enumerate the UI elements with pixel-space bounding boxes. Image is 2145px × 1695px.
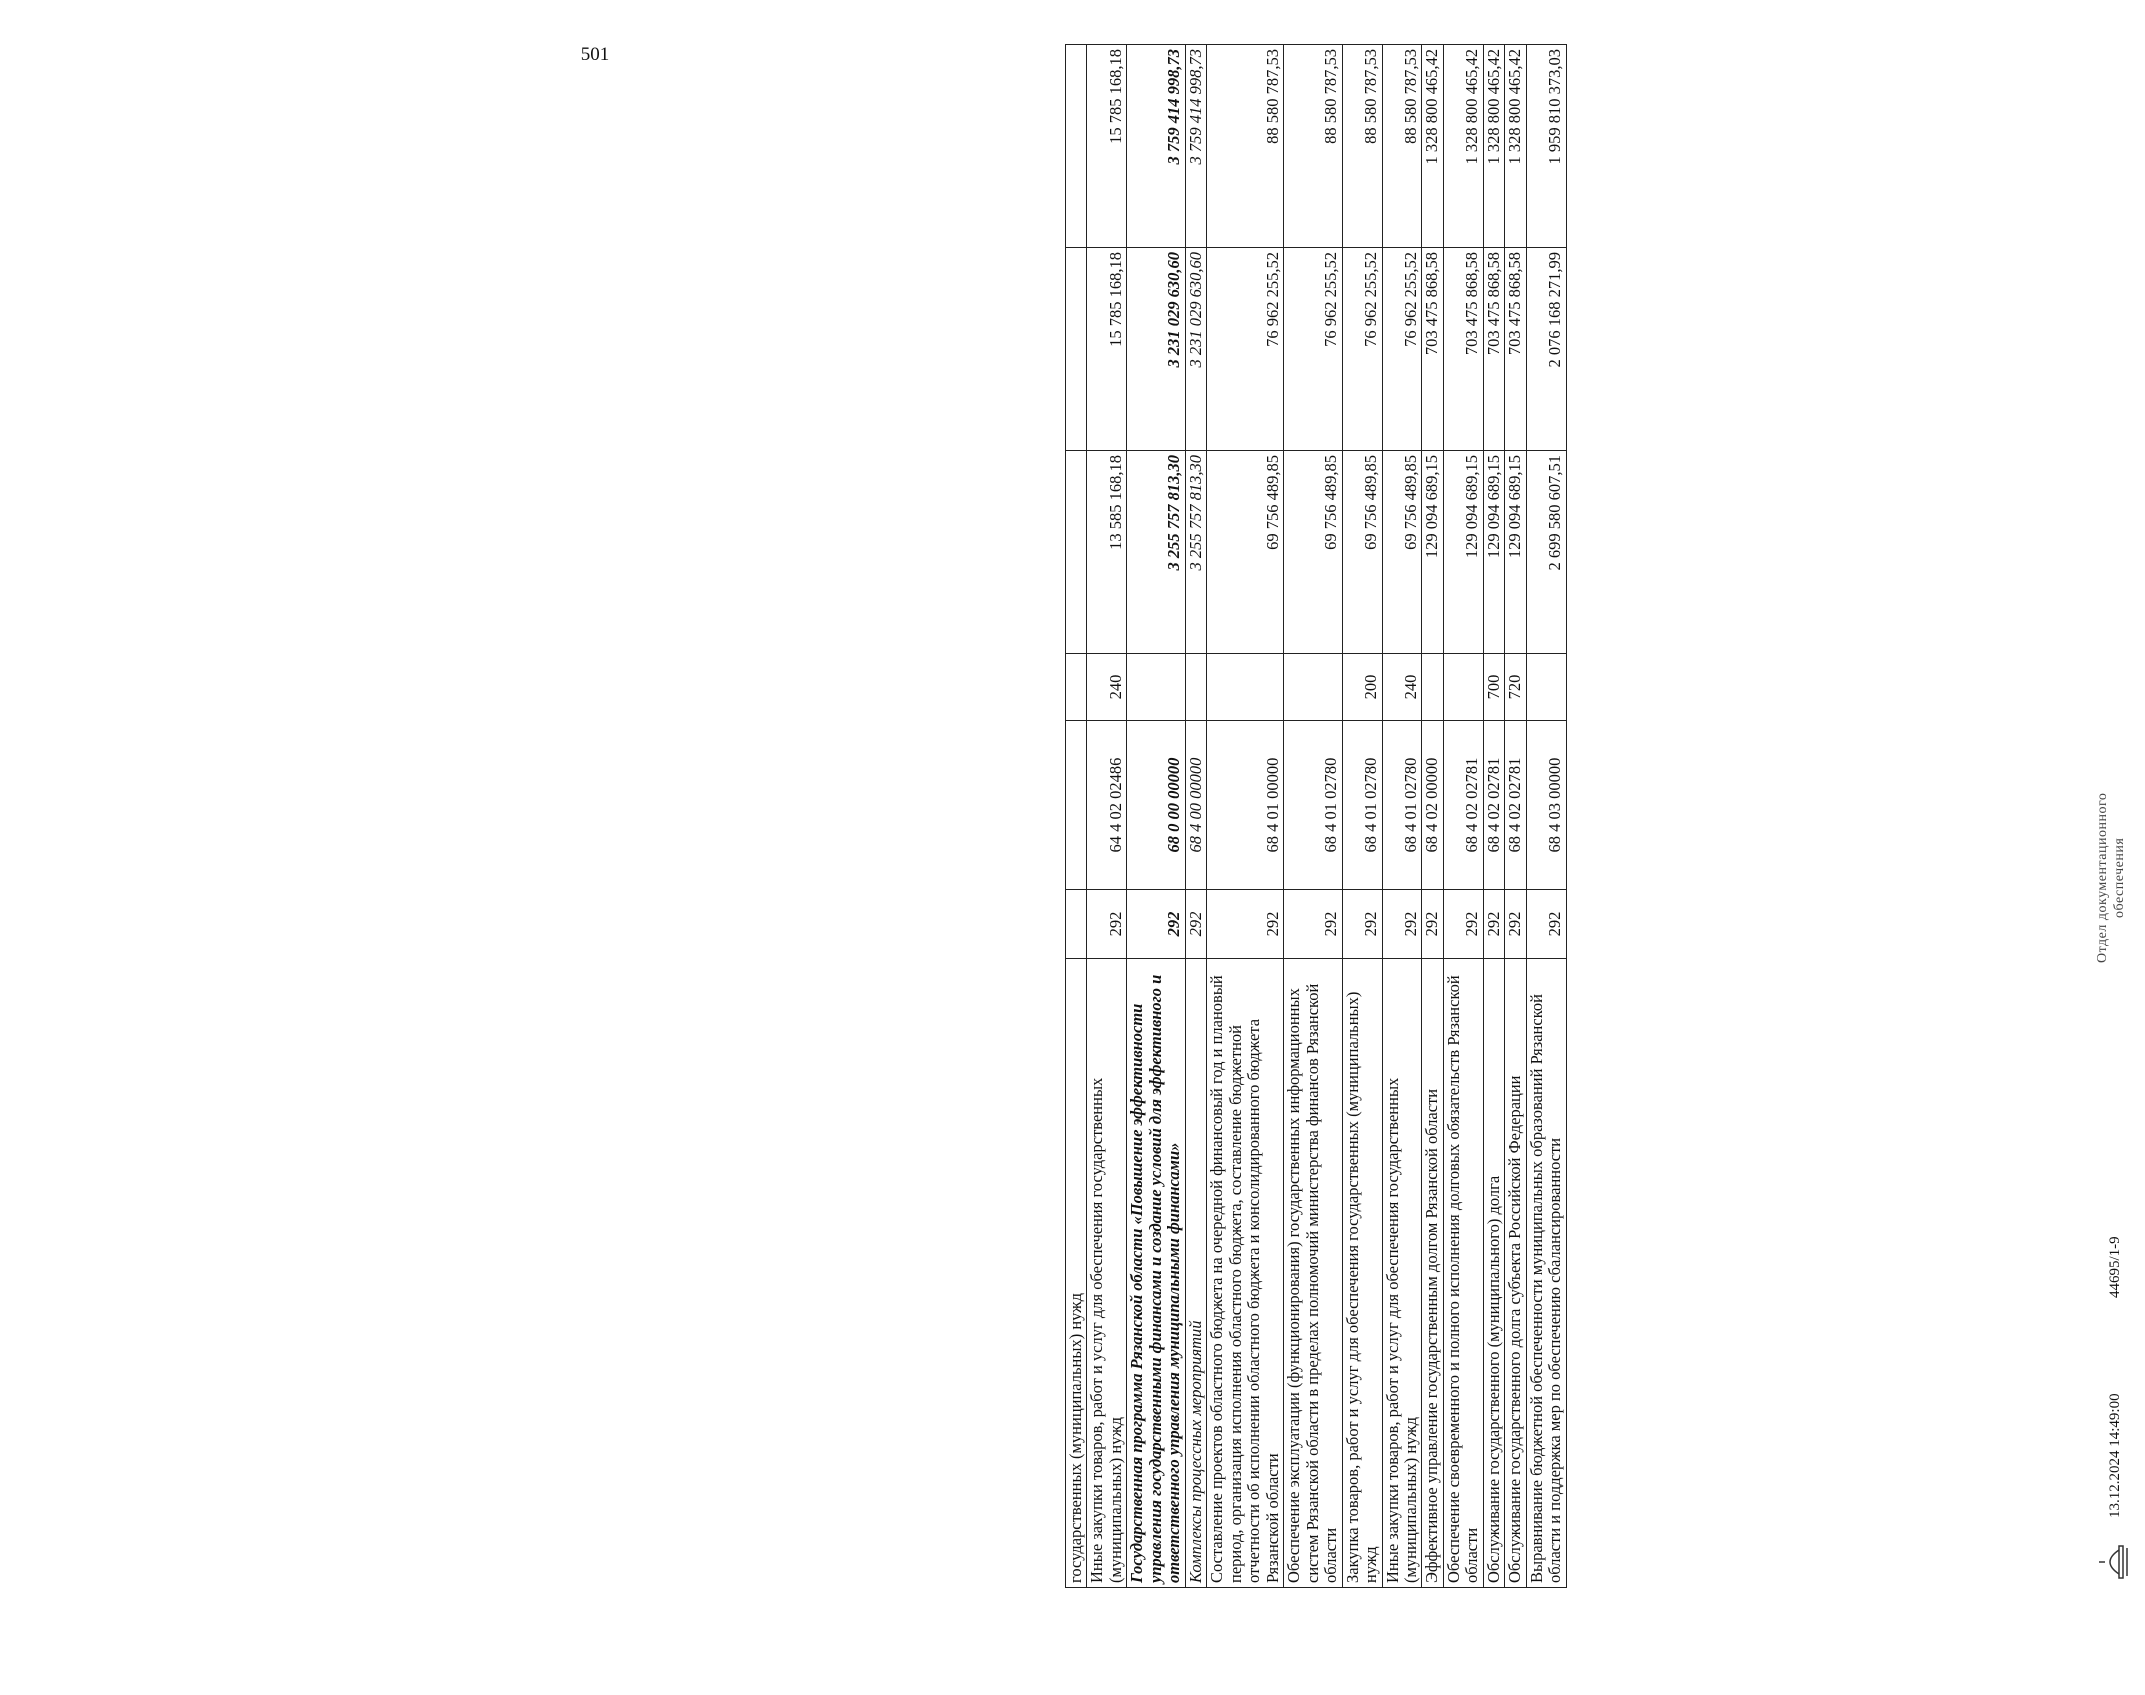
row-name: Эффективное управление государственным долгом Рязанской области bbox=[1422, 959, 1443, 1588]
row-value-1: 3 255 757 813,30 bbox=[1127, 451, 1185, 654]
table-row bbox=[1087, 45, 1127, 1588]
row-value-2: 76 962 255,52 bbox=[1284, 248, 1342, 451]
row-value-1: 3 255 757 813,30 bbox=[1185, 451, 1206, 654]
row-value-3: 1 328 800 465,42 bbox=[1483, 45, 1504, 248]
row-value-3: 15 785 168,18 bbox=[1087, 45, 1127, 248]
row-vr bbox=[1422, 654, 1443, 721]
row-value-1: 129 094 689,15 bbox=[1422, 451, 1443, 654]
table-row bbox=[1207, 45, 1284, 1588]
row-ved bbox=[1066, 890, 1087, 959]
row-vr bbox=[1284, 654, 1342, 721]
row-name: Обеспечение своевременного и полного исполнения долговых обязательств Рязанской области bbox=[1443, 959, 1483, 1588]
row-vr: 200 bbox=[1342, 654, 1382, 721]
row-csr: 68 4 02 02781 bbox=[1505, 721, 1526, 890]
row-value-3: 3 759 414 998,73 bbox=[1185, 45, 1206, 248]
row-value-3: 88 580 787,53 bbox=[1382, 45, 1422, 248]
row-ved: 292 bbox=[1422, 890, 1443, 959]
row-value-1: 2 699 580 607,51 bbox=[1526, 451, 1566, 654]
row-ved: 292 bbox=[1505, 890, 1526, 959]
row-value-2: 703 475 868,58 bbox=[1443, 248, 1483, 451]
row-ved: 292 bbox=[1526, 890, 1566, 959]
row-vr: 700 bbox=[1483, 654, 1504, 721]
table-row bbox=[1382, 45, 1422, 1588]
row-value-3: 1 959 810 373,03 bbox=[1526, 45, 1566, 248]
row-value-1: 69 756 489,85 bbox=[1284, 451, 1342, 654]
table-row bbox=[1483, 45, 1504, 1588]
row-name: Обслуживание государственного (муниципального) долга bbox=[1483, 959, 1504, 1588]
row-value-2: 15 785 168,18 bbox=[1087, 248, 1127, 451]
row-name: Составление проектов областного бюджета на очередной финансовый год и плановый период, организация исполнения областного бюджета, составление бюджетной отчетности об исполнении областного бюджета и консолидированного бюджета Рязанской области bbox=[1207, 959, 1284, 1588]
row-name: Государственная программа Рязанской области «Повышение эффективности управления государственными финансами и создание условий для эффективного и ответственного управления муниципальными финансами» bbox=[1127, 959, 1185, 1588]
row-csr: 68 4 02 02781 bbox=[1443, 721, 1483, 890]
stamp-line-2: обеспечения bbox=[2111, 837, 2127, 918]
row-value-1 bbox=[1066, 451, 1087, 654]
row-name: Обеспечение эксплуатации (функционирования) государственных информационных систем Рязанской области в пределах полномочий министерства финансов Рязанской области bbox=[1284, 959, 1342, 1588]
row-vr: 720 bbox=[1505, 654, 1526, 721]
table-row bbox=[1505, 45, 1526, 1588]
row-vr bbox=[1185, 654, 1206, 721]
row-ved: 292 bbox=[1127, 890, 1185, 959]
row-csr: 68 4 02 00000 bbox=[1422, 721, 1443, 890]
row-ved: 292 bbox=[1284, 890, 1342, 959]
row-csr: 64 4 02 02486 bbox=[1087, 721, 1127, 890]
row-ved: 292 bbox=[1207, 890, 1284, 959]
row-value-1: 129 094 689,15 bbox=[1483, 451, 1504, 654]
row-value-3: 88 580 787,53 bbox=[1342, 45, 1382, 248]
row-value-3: 1 328 800 465,42 bbox=[1443, 45, 1483, 248]
row-vr bbox=[1066, 654, 1087, 721]
row-value-3 bbox=[1066, 45, 1087, 248]
row-value-3: 1 328 800 465,42 bbox=[1505, 45, 1526, 248]
rotated-sheet bbox=[1065, 49, 2145, 1588]
row-ved: 292 bbox=[1087, 890, 1127, 959]
row-value-1: 129 094 689,15 bbox=[1443, 451, 1483, 654]
row-name: Выравнивание бюджетной обеспеченности муниципальных образований Рязанской области и поддержка мер по обеспечению сбалансированности bbox=[1526, 959, 1566, 1588]
row-ved: 292 bbox=[1382, 890, 1422, 959]
row-name: Комплексы процессных мероприятий bbox=[1185, 959, 1206, 1588]
row-csr: 68 4 01 02780 bbox=[1284, 721, 1342, 890]
row-value-3: 3 759 414 998,73 bbox=[1127, 45, 1185, 248]
row-vr bbox=[1443, 654, 1483, 721]
row-csr: 68 0 00 00000 bbox=[1127, 721, 1185, 890]
row-csr: 68 4 01 00000 bbox=[1207, 721, 1284, 890]
page-footer bbox=[2075, 108, 2145, 1588]
row-value-3: 88 580 787,53 bbox=[1207, 45, 1284, 248]
row-vr bbox=[1207, 654, 1284, 721]
row-ved: 292 bbox=[1443, 890, 1483, 959]
row-name: Иные закупки товаров, работ и услуг для обеспечения государственных (муниципальных) нужд bbox=[1087, 959, 1127, 1588]
footer-date: 13.12.2024 14:49:00 bbox=[2107, 1393, 2123, 1518]
row-csr: 68 4 01 02780 bbox=[1382, 721, 1422, 890]
row-value-3: 1 328 800 465,42 bbox=[1422, 45, 1443, 248]
row-value-2: 703 475 868,58 bbox=[1483, 248, 1504, 451]
budget-table bbox=[1065, 44, 1567, 1588]
row-value-1: 69 756 489,85 bbox=[1342, 451, 1382, 654]
row-name: Закупка товаров, работ и услуг для обеспечения государственных (муниципальных) нужд bbox=[1342, 959, 1382, 1588]
stamp-line-1: Отдел документационного bbox=[2095, 792, 2110, 963]
row-value-1: 69 756 489,85 bbox=[1207, 451, 1284, 654]
row-name: Обслуживание государственного долга субъекта Российской Федерации bbox=[1505, 959, 1526, 1588]
row-csr: 68 4 03 00000 bbox=[1526, 721, 1566, 890]
table-row bbox=[1185, 45, 1206, 1588]
table-row bbox=[1342, 45, 1382, 1588]
row-ved: 292 bbox=[1185, 890, 1206, 959]
row-vr: 240 bbox=[1382, 654, 1422, 721]
table-row bbox=[1422, 45, 1443, 1588]
row-ved: 292 bbox=[1483, 890, 1504, 959]
row-value-2: 76 962 255,52 bbox=[1342, 248, 1382, 451]
row-csr: 68 4 00 00000 bbox=[1185, 721, 1206, 890]
row-value-1: 13 585 168,18 bbox=[1087, 451, 1127, 654]
row-value-2: 703 475 868,58 bbox=[1422, 248, 1443, 451]
office-stamp bbox=[2095, 793, 2129, 963]
row-value-2: 2 076 168 271,99 bbox=[1526, 248, 1566, 451]
footer-code: 44695/1-9 bbox=[2107, 1236, 2123, 1298]
row-name: Иные закупки товаров, работ и услуг для обеспечения государственных (муниципальных) нужд bbox=[1382, 959, 1422, 1588]
duma-logo-icon bbox=[2093, 1542, 2133, 1582]
row-vr: 240 bbox=[1087, 654, 1127, 721]
row-value-1: 129 094 689,15 bbox=[1505, 451, 1526, 654]
row-value-2: 76 962 255,52 bbox=[1207, 248, 1284, 451]
row-value-2: 3 231 029 630,60 bbox=[1127, 248, 1185, 451]
table-row bbox=[1284, 45, 1342, 1588]
row-name: государственных (муниципальных) нужд bbox=[1066, 959, 1087, 1588]
row-value-2: 76 962 255,52 bbox=[1382, 248, 1422, 451]
row-ved: 292 bbox=[1342, 890, 1382, 959]
row-value-2: 3 231 029 630,60 bbox=[1185, 248, 1206, 451]
row-csr: 68 4 02 02781 bbox=[1483, 721, 1504, 890]
table-row bbox=[1443, 45, 1483, 1588]
row-value-2 bbox=[1066, 248, 1087, 451]
row-vr bbox=[1127, 654, 1185, 721]
table-row bbox=[1526, 45, 1566, 1588]
table-row bbox=[1127, 45, 1185, 1588]
row-value-3: 88 580 787,53 bbox=[1284, 45, 1342, 248]
row-value-2: 703 475 868,58 bbox=[1505, 248, 1526, 451]
table-row bbox=[1066, 45, 1087, 1588]
page-number: 501 bbox=[580, 44, 610, 65]
row-value-1: 69 756 489,85 bbox=[1382, 451, 1422, 654]
row-csr bbox=[1066, 721, 1087, 890]
row-vr bbox=[1526, 654, 1566, 721]
row-csr: 68 4 01 02780 bbox=[1342, 721, 1382, 890]
